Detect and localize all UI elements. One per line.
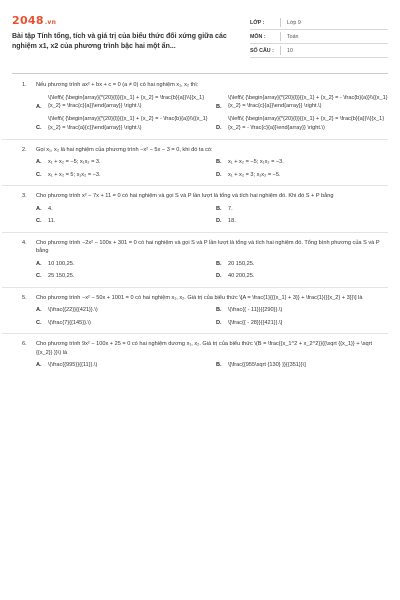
answer-option[interactable]: [36, 361, 208, 370]
question-separator: [2, 139, 388, 140]
question-item: [12, 81, 388, 133]
option-text: \(\left\{ {\begin{array}{*{20}{l}}{{x_1} + {x_2} = - \frac{b}{a}}\\{{x_1}{x_2} = \frac{a}{c}}\end{array}} \right.\): [48, 116, 208, 131]
option-letter: D.: [216, 319, 222, 326]
option-letter: D.: [216, 273, 222, 279]
answer-option[interactable]: [216, 361, 388, 370]
answer-option[interactable]: [216, 158, 388, 167]
question-stem: [22, 239, 388, 256]
question-separator: [2, 333, 388, 334]
option-text: \(\left\{ {\begin{array}{*{20}{l}}{{x_1} + {x_2} = \frac{b}{a}}\\{{x_1}{x_2} = \frac{c}{a}}\end{array}} \right.\): [48, 94, 205, 109]
option-letter: D.: [216, 171, 222, 178]
answer-option[interactable]: [36, 205, 208, 214]
question-number: 1.: [22, 82, 27, 88]
option-letter: B.: [216, 362, 222, 368]
answer-options: [22, 361, 388, 370]
meta-value: Lớp 9: [287, 19, 301, 26]
answer-option[interactable]: [36, 260, 208, 269]
question-list: [12, 81, 388, 370]
question-item: [12, 294, 388, 328]
answer-option[interactable]: [36, 319, 208, 328]
question-stem: [22, 192, 388, 201]
option-text: \[\frac{{ - 28}}{{421}}.\]: [228, 319, 283, 326]
option-text: 7.: [228, 205, 233, 212]
answer-option[interactable]: [36, 217, 208, 226]
question-text: Nếu phương trình ax² + bx + c = 0 (a ≠ 0) có hai nghiệm x₁, x₂ thì:: [36, 82, 199, 88]
answer-options: [22, 205, 388, 226]
option-letter: C.: [36, 171, 42, 178]
option-text: 25 150,25.: [48, 273, 75, 279]
option-letter: D.: [216, 125, 222, 131]
option-text: x₁ + x₂ = −5; x₁x₂ = 3.: [48, 159, 101, 165]
option-letter: B.: [216, 205, 222, 212]
answer-options: [22, 158, 388, 179]
option-text: \[\frac{{955\sqrt {130} }}{{351}}\]: [228, 362, 306, 368]
option-letter: A.: [36, 260, 42, 267]
header-left: [12, 14, 247, 68]
question-number: 4.: [22, 239, 27, 246]
answer-option[interactable]: [36, 306, 208, 315]
answer-option[interactable]: [216, 171, 388, 180]
option-letter: D.: [216, 218, 222, 224]
question-number: 3.: [22, 193, 27, 199]
option-text: 20 150,25.: [228, 260, 255, 267]
option-text: \(\frac{{22}}{{421}}.\): [48, 307, 98, 313]
meta-label: SỐ CÂU :: [250, 47, 274, 54]
question-item: [12, 239, 388, 281]
header-divider: [12, 73, 388, 74]
answer-option[interactable]: [216, 306, 388, 315]
meta-class: [250, 16, 388, 30]
answer-options: [22, 94, 388, 133]
option-letter: C.: [36, 273, 42, 279]
meta-box: [250, 14, 388, 68]
question-number: 2.: [22, 146, 27, 153]
answer-option[interactable]: [36, 158, 208, 167]
question-item: [12, 192, 388, 226]
option-letter: A.: [36, 159, 42, 165]
meta-label: MÔN :: [250, 33, 266, 40]
option-text: 11.: [48, 218, 56, 224]
answer-option[interactable]: [36, 115, 208, 133]
question-number: 6.: [22, 341, 27, 347]
document-title: Bài tập Tính tổng, tích và giá trị của biểu thức đối xứng giữa các nghiệm x1, x2 của phương trình bậc hai một ẩn...: [12, 33, 227, 50]
option-text: x₁ + x₂ = 5; x₁x₂ = −3.: [48, 171, 101, 178]
answer-option[interactable]: [216, 94, 388, 112]
page-header: [12, 0, 388, 68]
option-text: \(\frac{7}{{145}}.\): [48, 319, 91, 326]
question-number: 5.: [22, 294, 27, 301]
option-text: \(\left\{ {\begin{array}{*{20}{l}}{{x_1} + {x_2} = \frac{b}{a}}\\{{x_1}{x_2} = - \frac{c}{a}}\end{array}} \right.\): [228, 116, 385, 131]
meta-value: 10: [287, 47, 293, 54]
question-text: Cho phương trình −x² − 50x + 1001 = 0 có hai nghiệm x₁, x₂. Giá trị của biểu thức \[A = \frac{1}{{{x_1} + 3}} + \frac{1}{{{x_2} + 3}}\] là: [36, 294, 363, 301]
answer-option[interactable]: [36, 171, 208, 180]
question-separator: [2, 287, 388, 288]
option-letter: B.: [216, 260, 222, 267]
question-text: Cho phương trình x² − 7x + 11 = 0 có hai nghiệm và gọi S và P lần lượt là tổng và tích hai nghiệm đó. Khi đó S + P bằng: [36, 193, 334, 199]
option-text: 18.: [228, 218, 236, 224]
answer-option[interactable]: [216, 319, 388, 328]
meta-value: Toán: [287, 33, 299, 40]
meta-label: LỚP :: [250, 19, 265, 26]
question-text: Gọi x₁, x₂ là hai nghiệm của phương trình −x² − 5x − 3 = 0, khi đó ta có:: [36, 146, 213, 153]
option-letter: A.: [36, 307, 42, 313]
question-separator: [2, 232, 388, 233]
answer-option[interactable]: [216, 217, 388, 226]
answer-option[interactable]: [216, 115, 388, 133]
answer-option[interactable]: [216, 260, 388, 269]
question-stem: [22, 146, 388, 155]
option-letter: A.: [36, 103, 42, 110]
option-text: 40 200,25.: [228, 273, 255, 279]
question-stem: [22, 81, 388, 90]
option-letter: C.: [36, 218, 42, 224]
question-stem: [22, 340, 388, 357]
answer-options: [22, 260, 388, 281]
question-item: [12, 146, 388, 180]
answer-option[interactable]: [36, 94, 208, 112]
answer-option[interactable]: [216, 272, 388, 281]
option-letter: B.: [216, 103, 222, 110]
logo-text: 2048: [12, 14, 44, 27]
option-text: x₁ + x₂ = −5; x₁x₂ = −3.: [228, 159, 284, 165]
option-text: \(\frac{{995}}{{11}}.\): [48, 362, 98, 368]
option-letter: B.: [216, 159, 222, 165]
option-text: 10 100,25.: [48, 260, 75, 267]
option-letter: C.: [36, 319, 42, 326]
logo-suffix: .vn: [44, 19, 57, 26]
question-item: [12, 340, 388, 370]
option-letter: C.: [36, 125, 42, 131]
option-letter: A.: [36, 205, 42, 212]
question-stem: [22, 294, 388, 303]
option-text: \(\left\{ {\begin{array}{*{20}{l}}{{x_1} + {x_2} = - \frac{b}{a}}\\{{x_1}{x_2} = \frac{c}{a}}\end{array}} \right.\): [228, 94, 388, 109]
answer-option[interactable]: [36, 272, 208, 281]
option-letter: B.: [216, 307, 222, 313]
meta-count: [250, 44, 388, 58]
question-separator: [2, 185, 388, 186]
site-logo[interactable]: [12, 14, 247, 27]
answer-options: [22, 306, 388, 327]
question-text: Cho phương trình −2x² − 100x + 301 = 0 có hai nghiệm và gọi S và P lần lượt là tổng và tích hai nghiệm đó. Tổng bình phương của S và P bằng: [36, 239, 380, 254]
answer-option[interactable]: [216, 205, 388, 214]
option-text: x₁ + x₂ = 3; x₁x₂ = −5.: [228, 171, 281, 178]
option-text: 4.: [48, 205, 53, 212]
option-letter: A.: [36, 362, 42, 368]
question-text: Cho phương trình 9x² − 100x + 25 = 0 có hai nghiệm dương x₁, x₂. Giá trị của biểu thức \(B = \frac{{x_1^2 + x_2^2}}{{\sqrt {{x_1}} + \sqrt {{x_2}} }}\) là: [36, 341, 373, 356]
option-text: \(\frac{{ - 11}}{{290}}.\): [228, 307, 283, 313]
meta-subject: [250, 30, 388, 44]
